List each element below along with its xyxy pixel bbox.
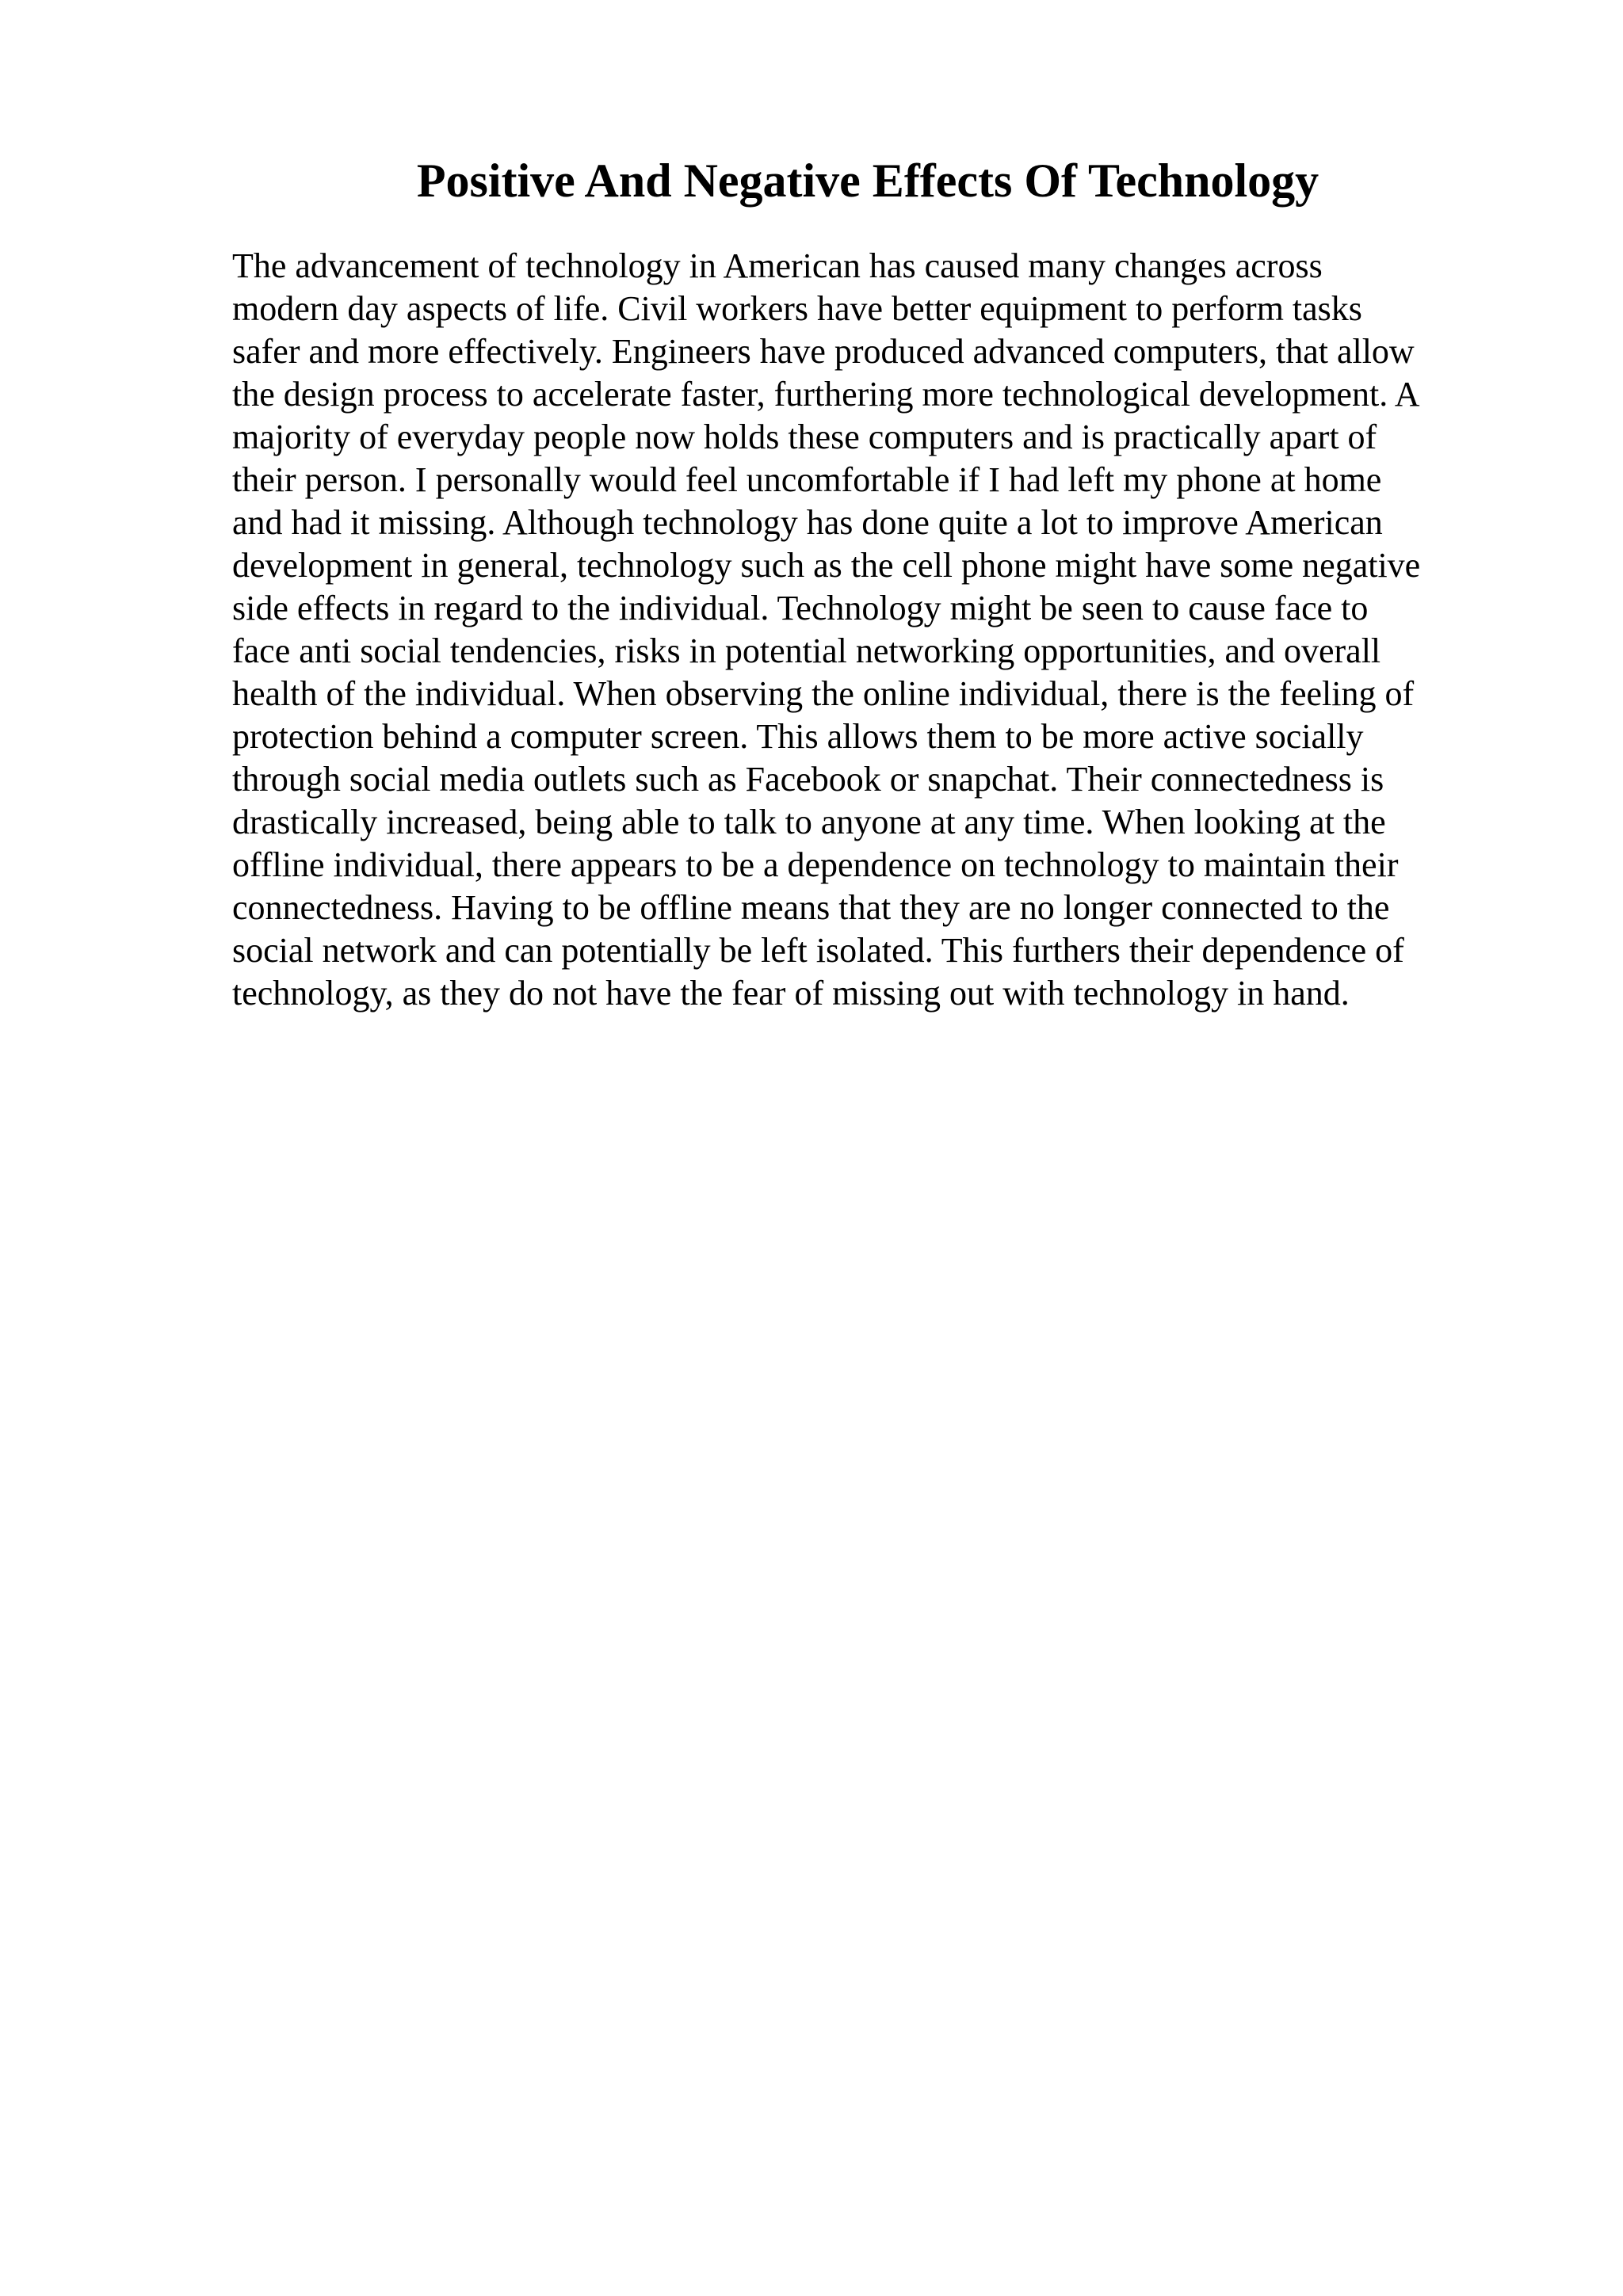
body-line: technology, as they do not have the fear of missing out with technology in hand. [232,974,1350,1013]
body-line: safer and more effectively. Engineers have produced advanced computers, that allow [232,332,1415,371]
body-line: social network and can potentially be left isolated. This furthers their dependence of [232,931,1404,970]
body-line: and had it missing. Although technology has done quite a lot to improve American [232,503,1383,542]
body-line: protection behind a computer screen. This allows them to be more active socially [232,717,1364,756]
document-title: Positive And Negative Effects Of Technology [416,154,1319,207]
body-line: The advancement of technology in American has caused many changes across [232,246,1323,285]
body-line: development in general, technology such as the cell phone might have some negative [232,546,1421,585]
body-line: their person. I personally would feel uncomfortable if I had left my phone at home [232,460,1382,499]
body-line: drastically increased, being able to talk to anyone at any time. When looking at the [232,803,1386,841]
body-line: modern day aspects of life. Civil workers have better equipment to perform tasks [232,289,1362,328]
body-line: face anti social tendencies, risks in potential networking opportunities, and overall [232,631,1381,670]
body-line: health of the individual. When observing the online individual, there is the feeling of [232,674,1415,713]
body-line: offline individual, there appears to be a dependence on technology to maintain their [232,845,1399,884]
body-line: connectedness. Having to be offline means that they are no longer connected to the [232,888,1390,927]
body-line: side effects in regard to the individual. Technology might be seen to cause face to [232,589,1369,627]
document-body [232,245,1516,1015]
body-line: majority of everyday people now holds these computers and is practically apart of [232,418,1377,456]
body-line: the design process to accelerate faster, furthering more technological development. A [232,375,1420,414]
body-line: through social media outlets such as Facebook or snapchat. Their connectedness is [232,760,1384,799]
